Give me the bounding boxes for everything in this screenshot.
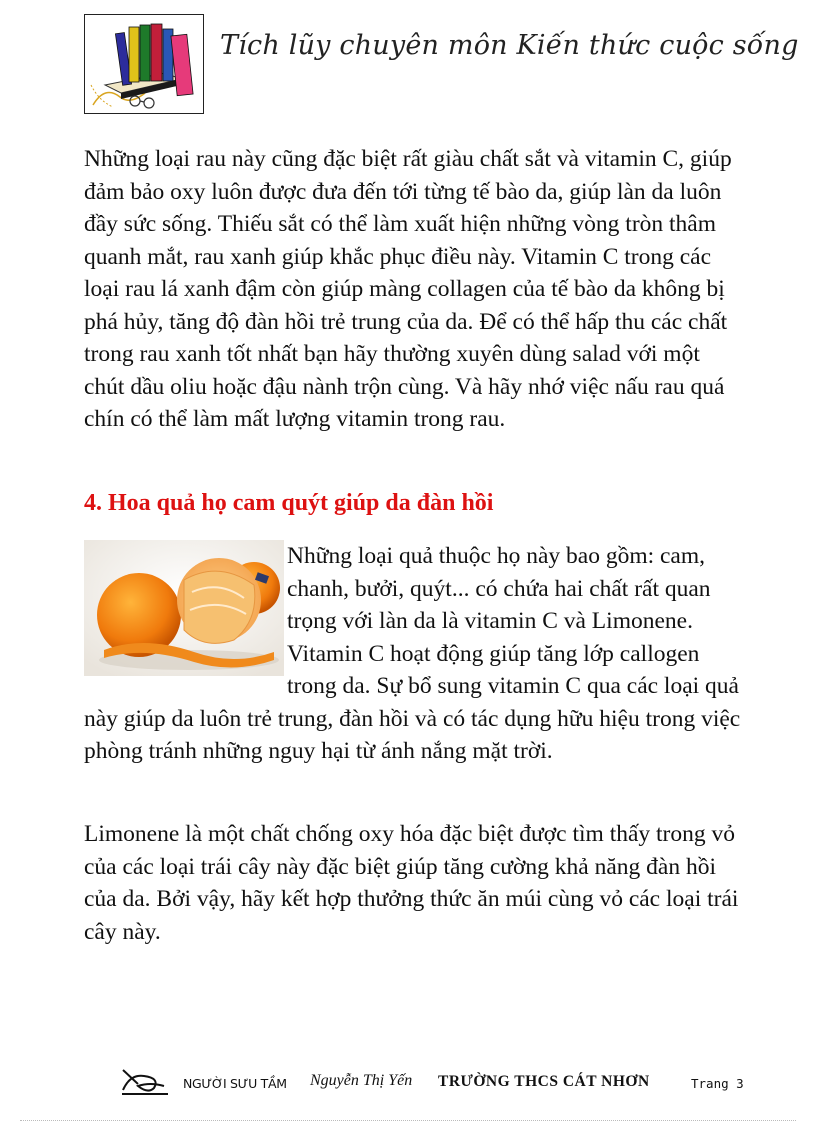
paragraph-citrus-text: Những loại quả thuộc họ này bao gồm: cam, chanh, bưởi, quýt... có chứa hai chất rất quan trọng với làn da là vitamin C và Limonene. Vitamin C hoạt động giúp tăng lớp callogen trong da. Sự bổ sung vitamin C qua các loại quả này giúp da luôn trẻ trung, đàn hồi và có tác dụng hữu hiệu trong việc phòng tránh những nguy hại từ ánh nắng mặt trời. (84, 543, 741, 764)
footer-author: Nguyễn Thị Yến (310, 1072, 413, 1089)
footer-school: TRƯỜNG THCS CÁT NHƠN (438, 1073, 650, 1090)
header-title: Tích lũy chuyên môn Kiến thức cuộc sống (220, 30, 799, 61)
footer-page-number: Trang 3 (691, 1076, 744, 1091)
footer-collector: NGƯỜI SƯU TẦM (183, 1076, 287, 1091)
page-bottom-divider (20, 1120, 796, 1121)
tangerines-photo (84, 540, 284, 676)
paragraph-limonene: Limonene là một chất chống oxy hóa đặc biệt được tìm thấy trong vỏ của các loại trái cây này đặc biệt giúp tăng cường khả năng đàn hồi của da. Bởi vậy, hãy kết hợp thưởng thức ăn múi cùng vỏ các loại trái cây này. (84, 821, 739, 945)
footer (0, 1062, 816, 1102)
section-heading-citrus: 4. Hoa quả họ cam quýt giúp da đàn hồi (84, 490, 494, 516)
paragraph-citrus (84, 540, 744, 768)
paragraph-greens: Những loại rau này cũng đặc biệt rất giàu chất sắt và vitamin C, giúp đảm bảo oxy luôn được đưa đến tới từng tế bào da, giúp làn da luôn đầy sức sống. Thiếu sắt có thể làm xuất hiện những vòng tròn thâm quanh mắt, rau xanh giúp khắc phục điều này. Vitamin C trong các loại rau lá xanh đậm còn giúp màng collagen của tế bào da không bị phá hủy, tăng độ đàn hồi trẻ trung của da. Để có thể hấp thu các chất trong rau xanh tốt nhất bạn hãy thường xuyên dùng salad với một chút dầu oliu hoặc đậu nành trộn cùng. Và hãy nhớ việc nấu rau quá chín có thể làm mất lượng vitamin trong rau. (84, 146, 732, 432)
books-icon (84, 14, 204, 114)
signature-icon (120, 1064, 170, 1101)
